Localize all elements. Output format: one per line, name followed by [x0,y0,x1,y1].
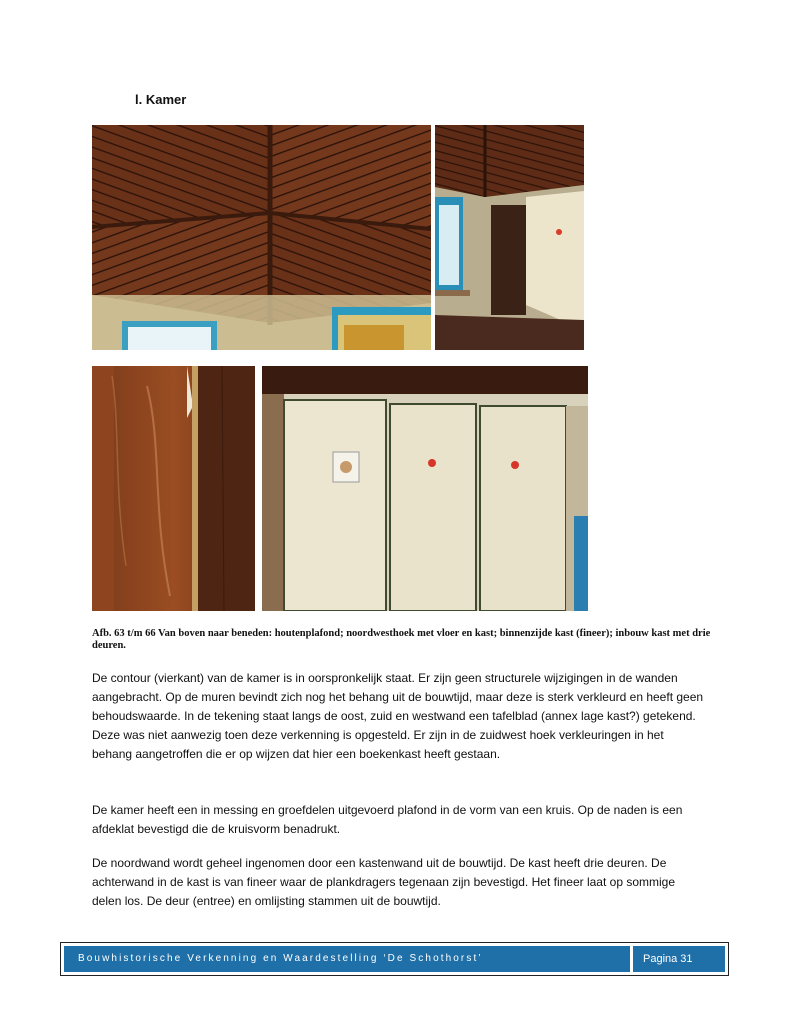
veneer-photo [92,366,255,611]
page-footer [60,942,729,976]
paragraph-ceiling: De kamer heeft een in messing en groefdelen uitgevoerd plafond in de vorm van een kruis. Op de naden is een afdeklat bevestigd die de kruisvorm benadrukt. [92,803,683,836]
paragraph-north-wall: De noordwand wordt geheel ingenomen door een kastenwand uit de bouwtijd. De kast heeft drie deuren. De achterwand in de kast is van fineer waar de plankdragers tegenaan zijn bevestigd. Het fineer laat op sommige delen los. De deur (entree) en omlijsting stammen uit de bouwtijd. [92,856,676,908]
section-heading: l. Kamer [135,92,187,107]
closet-photo [262,366,588,611]
paragraph-contour: De contour (vierkant) van de kamer is in oorspronkelijk staat. Er zijn geen structurele wijzigingen in de wanden aangebracht. Op de muren bevindt zich nog het behang uit de bouwtijd, maar deze is sterk verkleurd en heeft geen behoudswaarde. In de tekening staat langs de oost, zuid en westwand een tafelblad (annex lage kast?) getekend. Deze was niet aanwezig toen deze verkenning is opgesteld. Er zijn in de zuidwest hoek verkleuringen in het behang aangetroffen die er op wijzen dat hier een boekenkast heeft gestaan. [92,671,704,761]
corner-photo [435,125,584,350]
ceiling-photo [92,125,431,350]
footer-title: Bouwhistorische Verkenning en Waardestelling ‘De Schothorst’ [64,946,630,972]
figure-caption: Afb. 63 t/m 66 Van boven naar beneden: houtenplafond; noordwesthoek met vloer en kast; binnenzijde kast (fineer); inbouw kast met drie deuren. [92,628,711,651]
page-number: Pagina 31 [633,946,725,972]
